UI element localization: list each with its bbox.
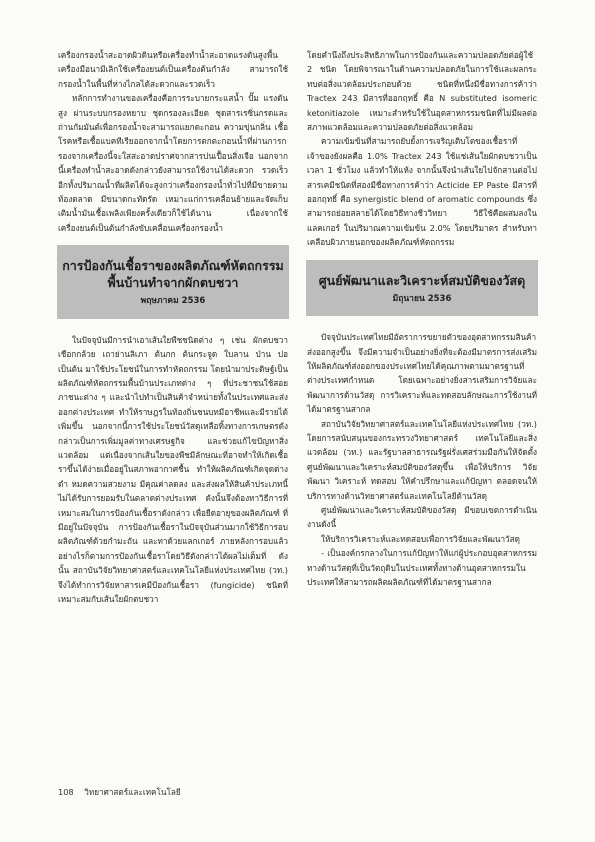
- body-paragraph: ศูนย์พัฒนาและวิเคราะห์สมบัติของวัสดุ มีขอบเขตการดำเนินงานดังนี้: [307, 504, 537, 530]
- section-title: การป้องกันเชื้อราของผลิตภัณฑ์หัตถกรรม: [62, 258, 284, 274]
- left-column: [58, 48, 288, 606]
- section-date: พฤษภาคม 2536: [140, 296, 206, 307]
- section-title: ศูนย์พัฒนาและวิเคราะห์สมบัติของวัสดุ: [318, 272, 526, 288]
- body-paragraph: สถาบันวิจัยวิทยาศาสตร์และเทคโนโลยีแห่งประเทศไทย (วท.) โดยการสนับสนุนของกระทรวงวิทยาศาสตร์ เทคโนโลยีและสิ่งแวดล้อม (วท.) และรัฐบาลสาธารณรัฐฝรั่งเศสร่วมมือกันให้จัดตั้งศูนย์พัฒนาและวิเคราะห์สมบัติของวัสดุขึ้น เพื่อให้บริการ วิจัย พัฒนา วิเคราะห์ ทดสอบ ให้คำปรึกษาและแก้ปัญหา ตลอดจนให้บริการทางด้านวิทยาศาสตร์และเทคโนโลยีด้านวัสดุ: [307, 418, 537, 501]
- section-banner: [57, 245, 289, 318]
- section-date: มิถุนายน 2536: [392, 293, 452, 304]
- section-banner: [306, 260, 538, 316]
- body-paragraph: หลักการทำงานของเครื่องคือการระบายกระแสน้ำ ปั๊ม แรงดันสูง ผ่านระบบกรองหยาบ ชุดกรองละเอียด ชุดสารเรซิ่นกรดและถ่านกัมมันต์เพื่อกรองน้ำจะสามารถแยกตะกอน ความขุ่นกลิ่น เชื้อโรคหรือเชื้อแบคทีเรียออกจากน้ำโดยการตกตะกอนน้ำที่ผ่านการกรองจากเครื่องนี้จะใสสะอาดปราศจากสารปนเปื้อนสิ่งเจือ นอกจากนี้เครื่องทำน้ำสะอาดดังกล่าวยังสามารถใช้งานได้สะดวก รวดเร็วอีกทั้งปริมาณน้ำที่ผลิตได้จะสูงกว่าเครื่องกรองน้ำทั่วไปที่มีขายตามท้องตลาด มีขนาดกะทัดรัด เหมาะแก่การเคลื่อนย้ายและจัดเก็บ เติมน้ำมันเชื้อเพลิงเพียงครั้งเดียวก็ใช้ได้นาน เนื่องจากใช้เครื่องยนต์เป็นต้นกำลังขับเคลื่อนเครื่องกรองน้ำ: [58, 93, 288, 233]
- section-title-line2: พื้นบ้านทำจากผักตบชวา: [107, 275, 239, 291]
- body-paragraph: - เป็นองค์กรกลางในการแก้ปัญหาให้แก่ผู้ประกอบอุตสาหกรรมทางด้านวัสดุที่เป็นวัตถุดิบในประเทศทั้งทางด้านอุตสาหกรรมในประเทศให้สามารถผลิตผลิตภัณฑ์ที่ได้มาตรฐานสากล: [307, 548, 537, 587]
- right-column: [307, 48, 537, 589]
- body-paragraph: ในปัจจุบันมีการนำเอาเส้นใยพืชชนิดต่าง ๆ เช่น ผักตบชวา เชือกกล้วย เถาย่านลิเภา ต้นกก ต้นกระจูด ใบลาน ป่าน ปอ เป็นต้น มาใช้ประโยชน์ในการทำหัตถกรรม โดยนำมาประดิษฐ์เป็นผลิตภัณฑ์หัตถกรรมพื้นบ้านประเภทต่าง ๆ ที่ประชาชนใช้สอย ภาชนะต่าง ๆ และนำไปทำเป็นสินค้าจำหน่ายทั้งในประเทศและส่งออกต่างประเทศ ทำให้ราษฎรในท้องถิ่นชนบทมีอาชีพและมีรายได้เพิ่มขึ้น นอกจากนี้การใช้ประโยชน์วัสดุเหลือทิ้งทางการเกษตรดังกล่าวเป็นการเพิ่มมูลค่าทางเศรษฐกิจ และช่วยแก้ไขปัญหาสิ่งแวดล้อม แต่เนื่องจากเส้นใยของพืชมีลักษณะที่อาจทำให้เกิดเชื้อราขึ้นได้ง่ายเมื่ออยู่ในสภาพอากาศชื้น ทำให้ผลิตภัณฑ์เกิดจุดด่างดำ หมดความสวยงาม มีคุณค่าลดลง และส่งผลให้สินค้าประเภทนี้ไม่ได้รับการยอมรับในตลาดต่างประเทศ ดังนั้นจึงต้องหาวิธีการที่เหมาะสมในการป้องกันเชื้อราดังกล่าว เพื่อยืดอายุของผลิตภัณฑ์ ที่มีอยู่ในปัจจุบัน การป้องกันเชื้อราในปัจจุบันส่วนมากใช้วิธีการอบผลิตภัณฑ์ด้วยกำมะถัน และทาด้วยแลกเกอร์ ภายหลังการอบแล้ว อย่างไรก็ตามการป้องกันเชื้อราโดยวิธีดังกล่าวได้ผลไม่เต็มที่ ดังนั้น สถาบันวิจัยวิทยาศาสตร์และเทคโนโลยีแห่งประเทศไทย (วท.) จึงได้ทำการวิจัยหาสารเคมีป้องกันเชื้อรา (fungicide) ชนิดที่เหมาะสมกับเส้นใยผักตบชวา: [58, 334, 288, 604]
- body-paragraph: เครื่องกรองน้ำสะอาดผิวดินหรือเครื่องทำน้ำสะอาดแรงดันสูงพื้น เครื่องมือนามีเลิกใช้เครื่องยนต์เป็นเครื่องต้นกำลัง สามารถใช้กรองน้ำในพื้นที่ห่างไกลได้สะดวกและรวดเร็ว: [58, 50, 288, 89]
- body-paragraph: โดยคำนึงถึงประสิทธิภาพในการป้องกันและความปลอดภัยต่อผู้ใช้ 2 ชนิด โดยพิจารณาในด้านความปลอดภัยในการใช้และผลกระทบต่อสิ่งแวดล้อมประกอบด้วย ชนิดที่หนึ่งมีชื่อทางการค้าว่า Tractex 243 มีสารที่ออกฤทธิ์ คือ N substituted isomeric ketonitiazole เหมาะสำหรับใช้ในอุตสาหกรรมชนิดที่ไม่มีผลต่อสภาพแวดล้อมและความปลอดภัยต่อสิ่งแวดล้อม: [307, 50, 537, 133]
- page-footer: [58, 786, 189, 799]
- publication-name: วิทยาศาสตร์และเทคโนโลยี: [84, 787, 181, 797]
- body-paragraph: ให้บริการวิเคราะห์และทดสอบเพื่อการวิจัยและพัฒนาวัสดุ: [321, 533, 520, 544]
- body-paragraph: ปัจจุบันประเทศไทยมีอัตราการขยายตัวของอุตสาหกรรมสินค้าส่งออกสูงขึ้น จึงมีความจำเป็นอย่างยิ่งที่จะต้องมีมาตรการส่งเสริมให้ผลิตภัณฑ์ส่งออกของประเทศไทยได้คุณภาพตามมาตรฐานที่ต่างประเทศกำหนด โดยเฉพาะอย่างยิ่งสารเสริมการวิจัยและพัฒนาการด้านวัสดุ การวิเคราะห์และทดสอบลักษณะการใช้งานที่ได้มาตรฐานสากล: [307, 332, 537, 415]
- body-paragraph: ความเข้มข้นที่สามารถยับยั้งการเจริญเติบโตของเชื้อราที่เจ้าของยังผลคือ 1.0% Tractex 243 ใช้แช่เส้นใยผักตบชวาเป็นเวลา 1 ชั่วโมง แล้วทำให้แห้ง จากนั้นจึงนำเส้นใยไปจักสานต่อไป สารเคมีชนิดที่สองมีชื่อทางการค้าว่า Acticide EP Paste มีสารที่ออกฤทธิ์ คือ synergistic blend of aromatic compounds ซึ่งสามารถย่อยสลายได้โดยวิธีทางชีววิทยา วิธีใช้คือผสมลงในแลคเกอร์ ในปริมาณความเข้มข้น 2.0% โดยปริมาตร สำหรับทาเคลือบผิวภายนอกของผลิตภัณฑ์หัตถกรรม: [307, 136, 537, 248]
- page-number: 108: [58, 787, 74, 797]
